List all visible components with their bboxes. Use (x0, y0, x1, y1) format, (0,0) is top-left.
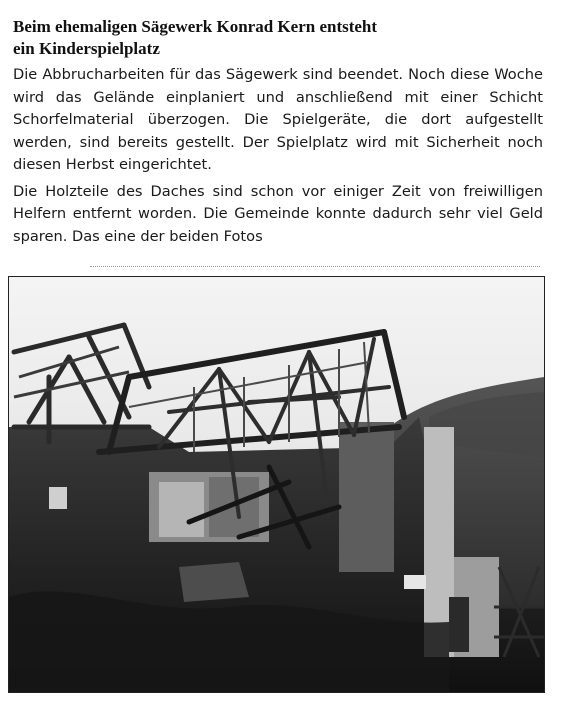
sawmill-roof-truss-illustration (9, 277, 544, 692)
column-divider (90, 266, 540, 267)
headline-line-1: Beim ehemaligen Sägewerk Konrad Kern entsteht (13, 17, 378, 36)
article-headline (13, 16, 553, 60)
demolition-photo (8, 276, 545, 693)
article-paragraph-2: Die Holzteile des Daches sind schon vor einiger Zeit von freiwilligen Helfern entfernt worden. Die Gemeinde konnte dadurch sehr viel Geld sparen. Das eine der beiden Fotos (13, 182, 543, 245)
article-body (13, 64, 543, 248)
headline-line-2: ein Kinderspielplatz (13, 39, 160, 58)
article-paragraph-1: Die Abbrucharbeiten für das Sägewerk sind beendet. Noch diese Woche wird das Gelände einplaniert und anschließend mit einer Schicht Schorfelmaterial überzogen. Die Spielgeräte, die dort aufgestellt werden, sind bereits gestellt. Der Spielplatz wird mit Sicherheit noch diesen Herbst eingerichtet. (13, 66, 543, 173)
